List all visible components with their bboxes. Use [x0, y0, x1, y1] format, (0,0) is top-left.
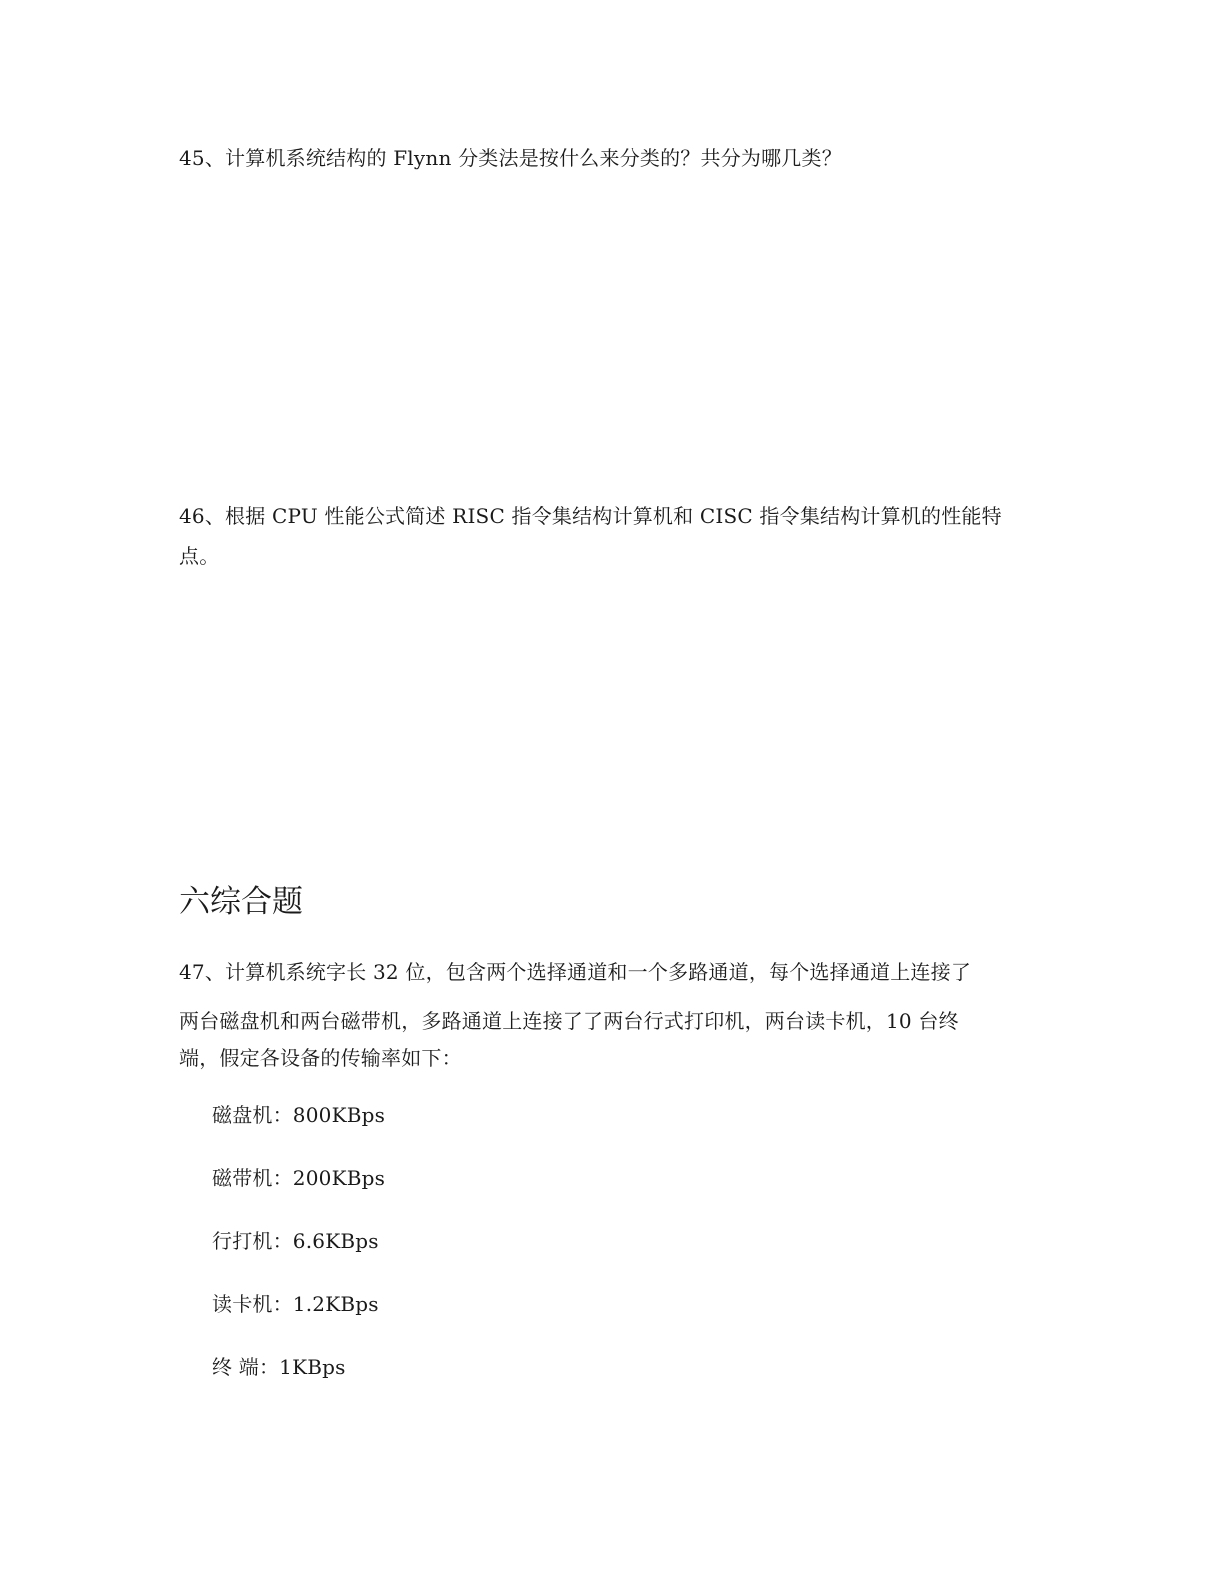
- question-47-line-3: 端，假定各设备的传输率如下：: [179, 1046, 462, 1070]
- rate-disk: 磁盘机：800KBps: [212, 1103, 386, 1127]
- section-heading: 六综合题: [179, 884, 303, 920]
- rate-terminal: 终 端：1KBps: [212, 1355, 346, 1379]
- question-47-line-2: 两台磁盘机和两台磁带机，多路通道上连接了了两台行式打印机，两台读卡机，10 台终: [179, 1009, 959, 1033]
- question-45: 45、计算机系统结构的 Flynn 分类法是按什么来分类的？共分为哪几类？: [179, 146, 842, 170]
- question-47-line-1: 47、计算机系统字长 32 位，包含两个选择通道和一个多路通道，每个选择通道上连接了: [179, 960, 972, 984]
- rate-card-reader: 读卡机：1.2KBps: [212, 1292, 379, 1316]
- rate-line-printer: 行打机：6.6KBps: [212, 1229, 379, 1253]
- rate-tape: 磁带机：200KBps: [212, 1166, 386, 1190]
- question-46-line-2: 点。: [179, 544, 220, 568]
- question-46-line-1: 46、根据 CPU 性能公式简述 RISC 指令集结构计算机和 CISC 指令集结构计算机的性能特: [179, 504, 1002, 528]
